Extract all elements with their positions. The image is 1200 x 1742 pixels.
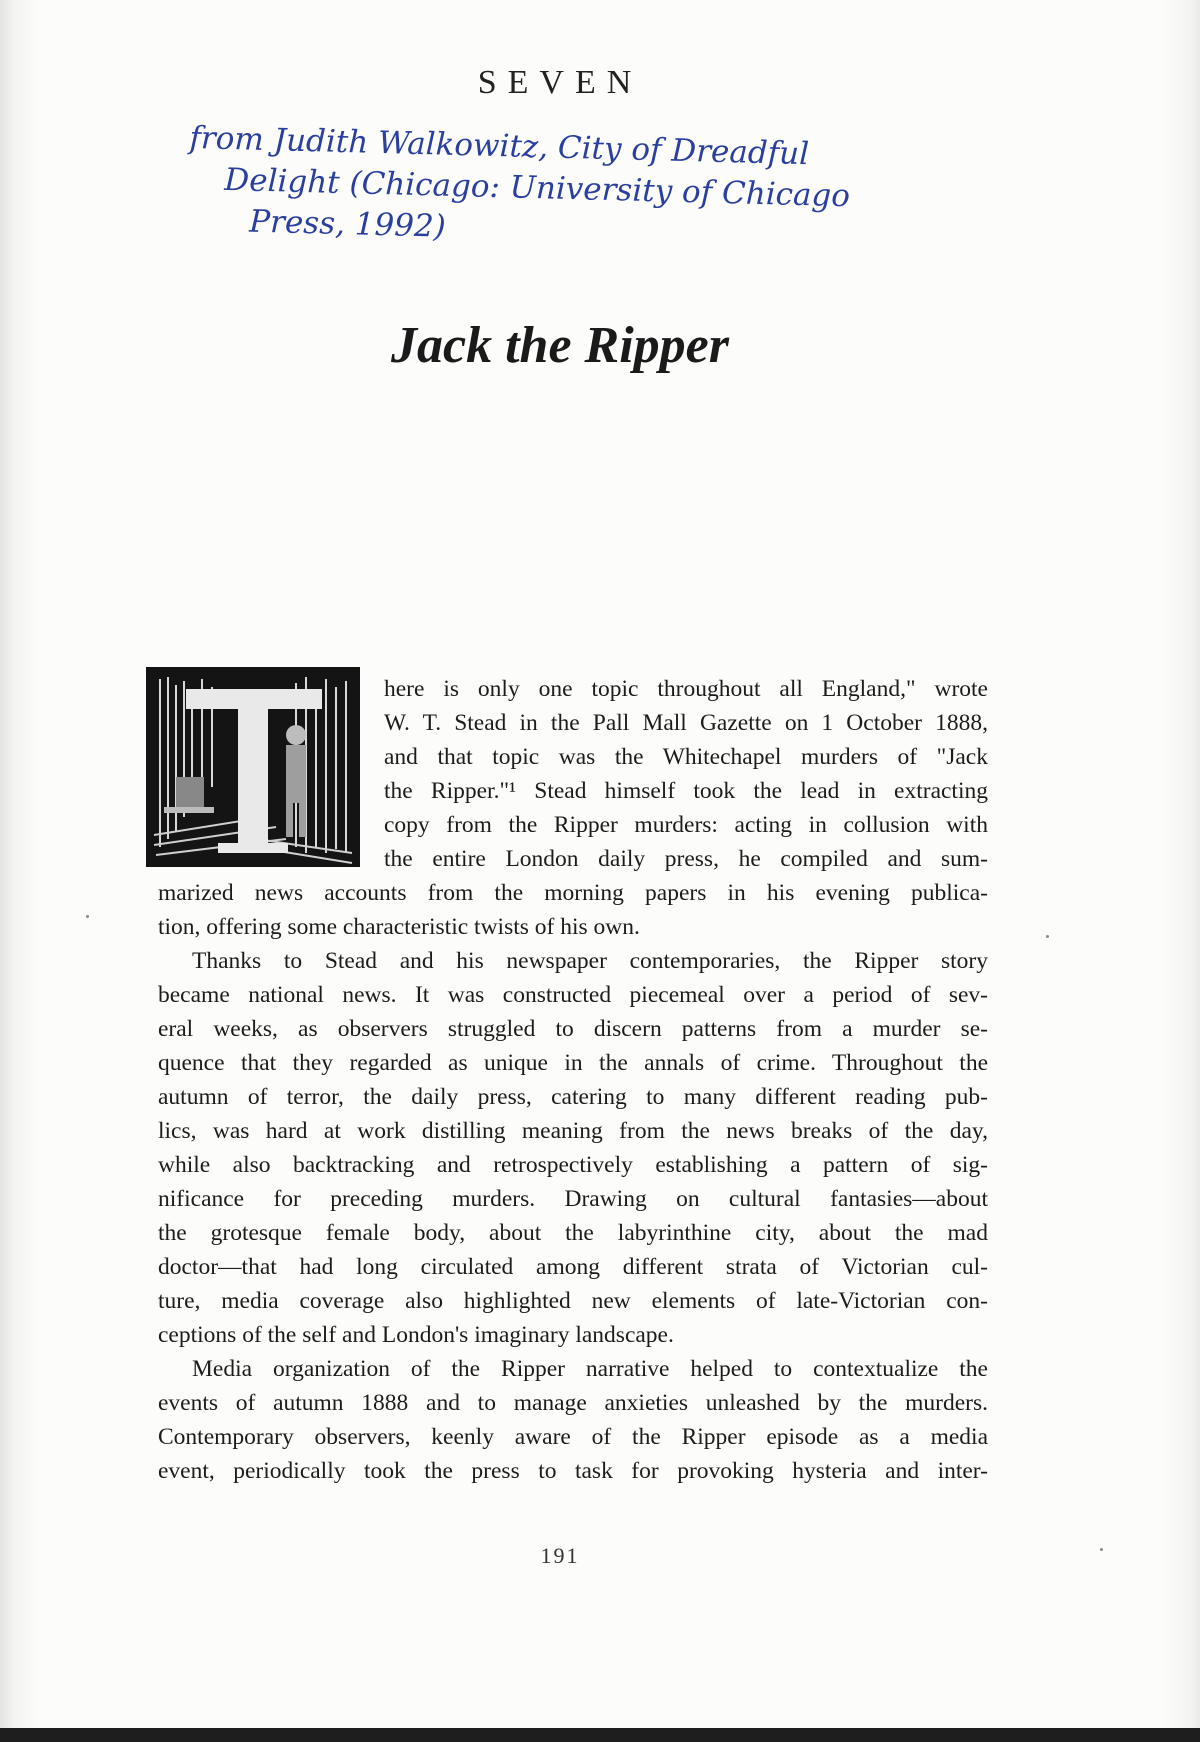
paper-speck <box>1046 935 1049 938</box>
paper-speck <box>1100 1548 1103 1551</box>
text-line: autumn of terror, the daily press, catering to many different reading pub- <box>158 1084 988 1110</box>
handwritten-note-line: Delight (Chicago: University of Chicago <box>223 161 851 215</box>
text-line: Contemporary observers, keenly aware of the Ripper episode as a media <box>158 1424 988 1450</box>
text-line: eral weeks, as observers struggled to discern patterns from a murder se- <box>158 1016 988 1042</box>
text-line: while also backtracking and retrospectively establishing a pattern of sig- <box>158 1152 988 1178</box>
text-line: events of autumn 1888 and to manage anxieties unleashed by the murders. <box>158 1390 988 1416</box>
handwritten-note-line: Press, 1992) <box>248 203 447 245</box>
text-line: the Ripper."¹ Stead himself took the lead in extracting <box>384 778 988 804</box>
text-line: doctor—that had long circulated among different strata of Victorian cul- <box>158 1254 988 1280</box>
text-line: event, periodically took the press to task for provoking hysteria and inter- <box>158 1458 988 1484</box>
text-line: the grotesque female body, about the labyrinthine city, about the mad <box>158 1220 988 1246</box>
text-line: marized news accounts from the morning papers in his evening publica- <box>158 880 988 906</box>
text-line: lics, was hard at work distilling meaning from the news breaks of the day, <box>158 1118 988 1144</box>
text-line: Media organization of the Ripper narrative helped to contextualize the <box>192 1356 988 1382</box>
text-line: copy from the Ripper murders: acting in collusion with <box>384 812 988 838</box>
chapter-number: SEVEN <box>477 64 643 101</box>
text-line: quence that they regarded as unique in the annals of crime. Throughout the <box>158 1050 988 1076</box>
text-line: tion, offering some characteristic twists of his own. <box>158 914 640 940</box>
handwritten-note-line: from Judith Walkowitz, City of Dreadful <box>189 119 810 173</box>
text-line: nificance for preceding murders. Drawing on cultural fantasies—about <box>158 1186 988 1212</box>
text-line: ture, media coverage also highlighted new elements of late-Victorian con- <box>158 1288 988 1314</box>
text-line: became national news. It was constructed piecemeal over a period of sev- <box>158 982 988 1008</box>
page-number: 191 <box>540 1543 580 1568</box>
text-line: here is only one topic throughout all England," wrote <box>384 676 988 702</box>
text-line: the entire London daily press, he compiled and sum- <box>384 846 988 872</box>
text-line: and that topic was the Whitechapel murders of "Jack <box>384 744 988 770</box>
paper-speck <box>86 915 89 918</box>
handwritten-citation-note <box>187 118 1090 265</box>
text-line: W. T. Stead in the Pall Mall Gazette on 1 October 1888, <box>384 710 988 736</box>
chapter-body <box>158 672 988 1488</box>
text-line: ceptions of the self and London's imaginary landscape. <box>158 1322 674 1348</box>
chapter-title: Jack the Ripper <box>391 317 729 374</box>
text-line: Thanks to Stead and his newspaper contemporaries, the Ripper story <box>192 948 988 974</box>
scan-bottom-edge <box>0 1728 1200 1742</box>
